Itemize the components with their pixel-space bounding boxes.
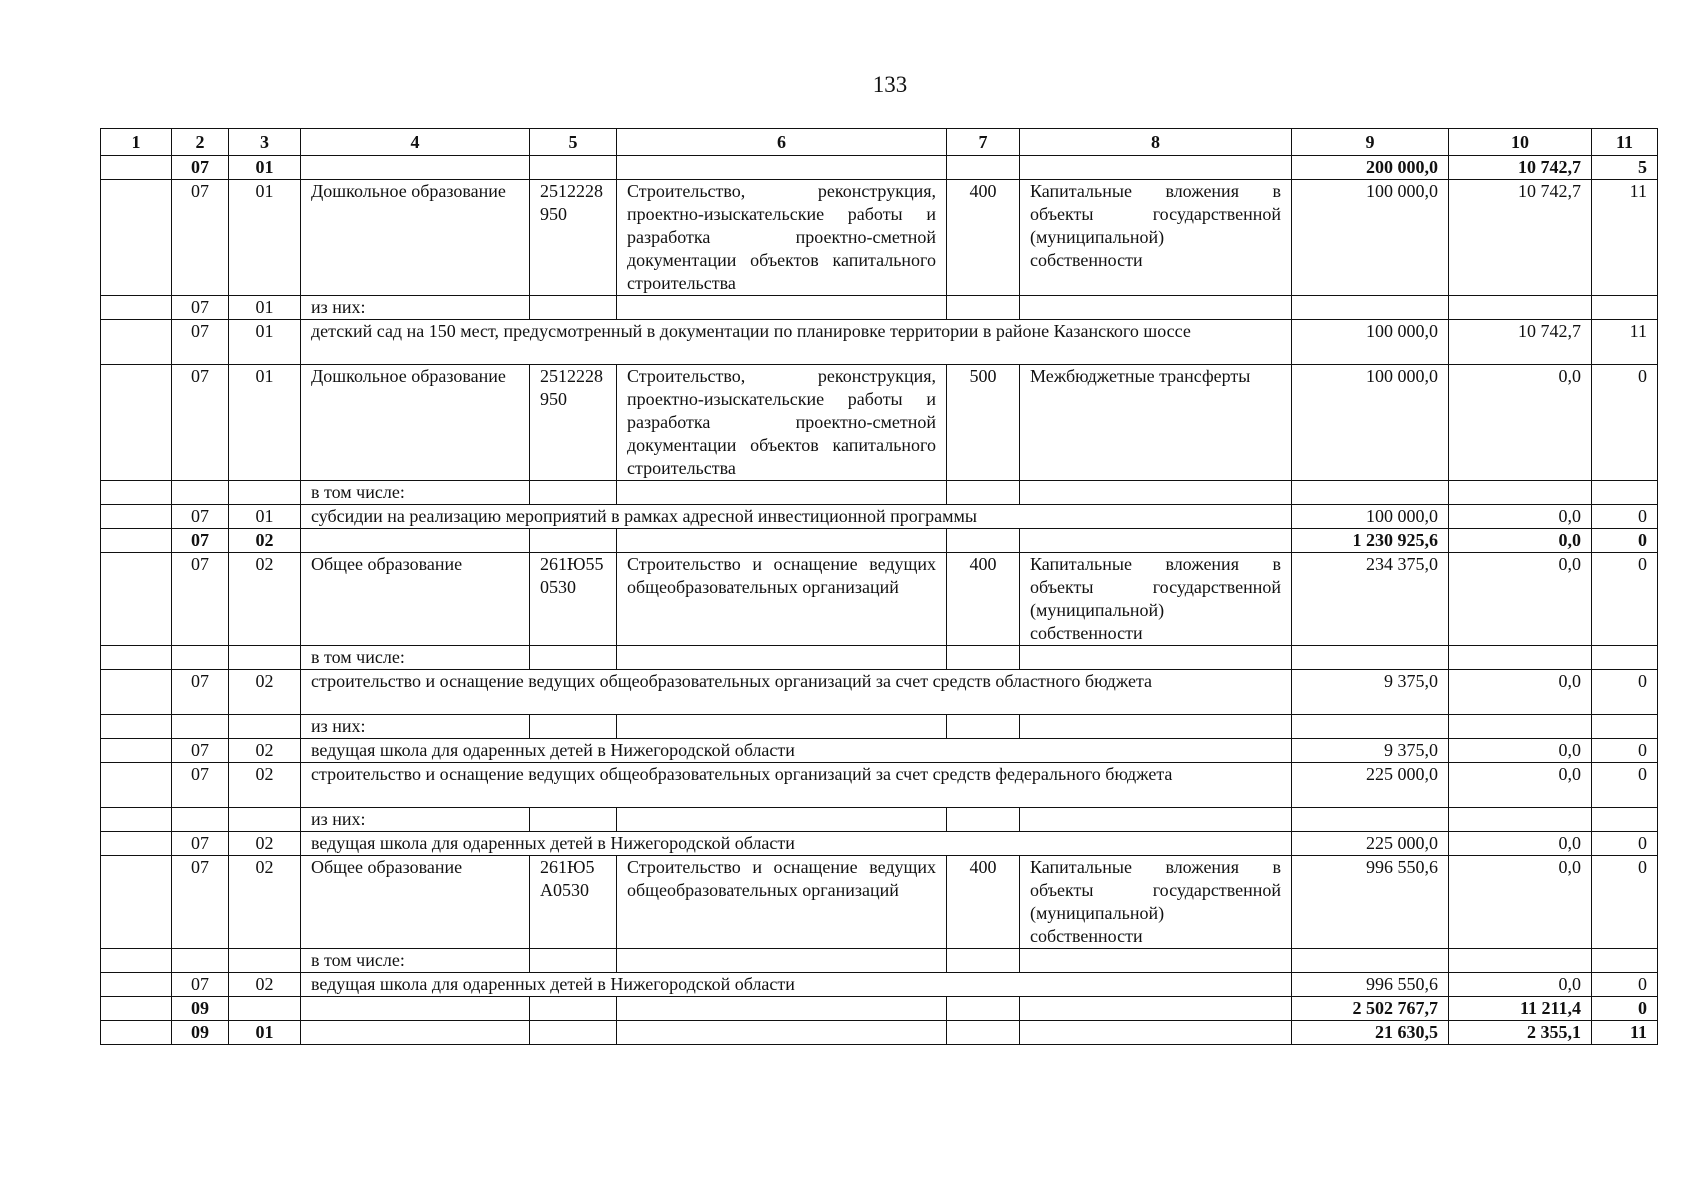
cell-executed xyxy=(1449,646,1592,670)
cell-section: 07 xyxy=(172,529,229,553)
cell-executed xyxy=(1449,296,1592,320)
cell-percent: 0 xyxy=(1592,529,1658,553)
cell-section xyxy=(172,481,229,505)
cell-col1 xyxy=(101,832,172,856)
cell-expense-type xyxy=(947,949,1020,973)
cell-target-code xyxy=(530,481,617,505)
cell-section: 07 xyxy=(172,553,229,646)
cell-section: 07 xyxy=(172,670,229,715)
cell-expense-name xyxy=(1020,808,1292,832)
cell-col1 xyxy=(101,505,172,529)
cell-expense-type xyxy=(947,1021,1020,1045)
cell-percent: 0 xyxy=(1592,973,1658,997)
cell-name: в том числе: xyxy=(301,481,530,505)
cell-name: Общее образование xyxy=(301,553,530,646)
cell-target-code: 261Ю5А0530 xyxy=(530,856,617,949)
cell-section xyxy=(172,646,229,670)
cell-col1 xyxy=(101,180,172,296)
cell-percent: 0 xyxy=(1592,763,1658,808)
cell-col1 xyxy=(101,320,172,365)
cell-section: 07 xyxy=(172,973,229,997)
cell-description: строительство и оснащение ведущих общеобразовательных организаций за счет средств областного бюджета xyxy=(301,670,1292,715)
cell-amount xyxy=(1292,715,1449,739)
table-row xyxy=(101,553,1658,646)
cell-expense-type: 400 xyxy=(947,856,1020,949)
cell-executed xyxy=(1449,808,1592,832)
cell-target-code xyxy=(530,808,617,832)
cell-col1 xyxy=(101,949,172,973)
cell-subsection: 01 xyxy=(229,180,301,296)
col-header: 7 xyxy=(947,129,1020,156)
cell-executed: 0,0 xyxy=(1449,973,1592,997)
col-header: 4 xyxy=(301,129,530,156)
table-row xyxy=(101,973,1658,997)
cell-col1 xyxy=(101,529,172,553)
col-header: 6 xyxy=(617,129,947,156)
cell-col1 xyxy=(101,670,172,715)
cell-description: детский сад на 150 мест, предусмотренный в документации по планировке территории в районе Казанского шоссе xyxy=(301,320,1292,365)
cell-target-code: 261Ю550530 xyxy=(530,553,617,646)
cell-program xyxy=(617,808,947,832)
cell-subsection: 01 xyxy=(229,156,301,180)
table-row xyxy=(101,763,1658,808)
cell-description: ведущая школа для одаренных детей в Нижегородской области xyxy=(301,973,1292,997)
cell-subsection: 02 xyxy=(229,973,301,997)
cell-percent: 0 xyxy=(1592,739,1658,763)
cell-expense-type: 400 xyxy=(947,553,1020,646)
cell-percent: 11 xyxy=(1592,1021,1658,1045)
cell-col1 xyxy=(101,156,172,180)
cell-amount xyxy=(1292,646,1449,670)
cell-subsection: 01 xyxy=(229,320,301,365)
budget-table xyxy=(100,128,1658,1045)
cell-program xyxy=(617,1021,947,1045)
cell-amount: 996 550,6 xyxy=(1292,973,1449,997)
table-row xyxy=(101,481,1658,505)
cell-expense-name: Капитальные вложения в объекты государственной (муниципальной) собственности xyxy=(1020,553,1292,646)
table-row xyxy=(101,296,1658,320)
cell-percent xyxy=(1592,481,1658,505)
cell-expense-name xyxy=(1020,1021,1292,1045)
cell-program xyxy=(617,646,947,670)
cell-section xyxy=(172,949,229,973)
cell-expense-name xyxy=(1020,646,1292,670)
col-header: 3 xyxy=(229,129,301,156)
cell-subsection xyxy=(229,481,301,505)
cell-target-code xyxy=(530,296,617,320)
cell-description: строительство и оснащение ведущих общеобразовательных организаций за счет средств федерального бюджета xyxy=(301,763,1292,808)
cell-program xyxy=(617,949,947,973)
cell-amount: 21 630,5 xyxy=(1292,1021,1449,1045)
cell-subsection xyxy=(229,997,301,1021)
cell-col1 xyxy=(101,553,172,646)
cell-subsection: 01 xyxy=(229,296,301,320)
cell-subsection: 01 xyxy=(229,365,301,481)
cell-section: 07 xyxy=(172,320,229,365)
cell-name xyxy=(301,529,530,553)
cell-amount: 996 550,6 xyxy=(1292,856,1449,949)
cell-section xyxy=(172,715,229,739)
cell-subsection xyxy=(229,808,301,832)
cell-subsection xyxy=(229,949,301,973)
cell-percent: 0 xyxy=(1592,670,1658,715)
cell-name: Общее образование xyxy=(301,856,530,949)
cell-amount: 100 000,0 xyxy=(1292,320,1449,365)
cell-percent: 0 xyxy=(1592,553,1658,646)
cell-target-code xyxy=(530,997,617,1021)
cell-expense-name: Межбюджетные трансферты xyxy=(1020,365,1292,481)
cell-description: ведущая школа для одаренных детей в Нижегородской области xyxy=(301,832,1292,856)
cell-target-code xyxy=(530,949,617,973)
cell-expense-type: 400 xyxy=(947,180,1020,296)
cell-subsection: 01 xyxy=(229,1021,301,1045)
cell-percent: 0 xyxy=(1592,997,1658,1021)
cell-amount: 2 502 767,7 xyxy=(1292,997,1449,1021)
cell-section: 07 xyxy=(172,832,229,856)
cell-executed: 0,0 xyxy=(1449,763,1592,808)
col-header: 8 xyxy=(1020,129,1292,156)
cell-expense-name xyxy=(1020,296,1292,320)
table-row xyxy=(101,856,1658,949)
cell-name xyxy=(301,1021,530,1045)
cell-executed: 0,0 xyxy=(1449,529,1592,553)
table-row xyxy=(101,808,1658,832)
cell-executed: 0,0 xyxy=(1449,505,1592,529)
cell-executed: 0,0 xyxy=(1449,832,1592,856)
cell-name: Дошкольное образование xyxy=(301,180,530,296)
col-header: 11 xyxy=(1592,129,1658,156)
cell-section: 07 xyxy=(172,296,229,320)
cell-name: в том числе: xyxy=(301,949,530,973)
table-row xyxy=(101,1021,1658,1045)
cell-percent: 5 xyxy=(1592,156,1658,180)
cell-percent xyxy=(1592,808,1658,832)
cell-name xyxy=(301,156,530,180)
cell-section: 07 xyxy=(172,505,229,529)
table-row xyxy=(101,715,1658,739)
cell-expense-type xyxy=(947,481,1020,505)
cell-program xyxy=(617,715,947,739)
cell-target-code xyxy=(530,715,617,739)
cell-col1 xyxy=(101,973,172,997)
cell-program: Строительство и оснащение ведущих общеобразовательных организаций xyxy=(617,553,947,646)
cell-expense-type: 500 xyxy=(947,365,1020,481)
col-header: 10 xyxy=(1449,129,1592,156)
page-number: 133 xyxy=(872,72,908,97)
cell-target-code xyxy=(530,156,617,180)
cell-expense-type xyxy=(947,808,1020,832)
cell-executed: 10 742,7 xyxy=(1449,320,1592,365)
table-row xyxy=(101,505,1658,529)
cell-expense-name xyxy=(1020,481,1292,505)
cell-expense-type xyxy=(947,156,1020,180)
cell-section: 09 xyxy=(172,997,229,1021)
cell-subsection: 02 xyxy=(229,529,301,553)
table-row xyxy=(101,529,1658,553)
cell-section: 07 xyxy=(172,739,229,763)
cell-expense-type xyxy=(947,296,1020,320)
cell-target-code xyxy=(530,1021,617,1045)
cell-subsection: 02 xyxy=(229,856,301,949)
cell-amount: 9 375,0 xyxy=(1292,670,1449,715)
cell-amount xyxy=(1292,808,1449,832)
cell-amount: 225 000,0 xyxy=(1292,832,1449,856)
table-row xyxy=(101,320,1658,365)
cell-executed: 0,0 xyxy=(1449,670,1592,715)
cell-program xyxy=(617,529,947,553)
table-row xyxy=(101,365,1658,481)
cell-expense-name: Капитальные вложения в объекты государственной (муниципальной) собственности xyxy=(1020,856,1292,949)
cell-col1 xyxy=(101,856,172,949)
cell-col1 xyxy=(101,715,172,739)
cell-col1 xyxy=(101,481,172,505)
cell-percent: 0 xyxy=(1592,365,1658,481)
cell-name: из них: xyxy=(301,715,530,739)
cell-section: 07 xyxy=(172,156,229,180)
cell-col1 xyxy=(101,997,172,1021)
cell-section: 09 xyxy=(172,1021,229,1045)
cell-amount: 100 000,0 xyxy=(1292,180,1449,296)
cell-executed: 0,0 xyxy=(1449,856,1592,949)
cell-program: Строительство, реконструкция, проектно-изыскательские работы и разработка проектно-сметной документации объектов капитального строительства xyxy=(617,365,947,481)
cell-percent xyxy=(1592,715,1658,739)
cell-target-code: 2512228950 xyxy=(530,180,617,296)
cell-program: Строительство, реконструкция, проектно-изыскательские работы и разработка проектно-сметной документации объектов капитального строительства xyxy=(617,180,947,296)
cell-description: субсидии на реализацию мероприятий в рамках адресной инвестиционной программы xyxy=(301,505,1292,529)
cell-amount: 225 000,0 xyxy=(1292,763,1449,808)
cell-expense-name xyxy=(1020,997,1292,1021)
cell-col1 xyxy=(101,808,172,832)
table-row xyxy=(101,156,1658,180)
cell-name xyxy=(301,997,530,1021)
cell-expense-name: Капитальные вложения в объекты государственной (муниципальной) собственности xyxy=(1020,180,1292,296)
cell-col1 xyxy=(101,763,172,808)
cell-expense-type xyxy=(947,997,1020,1021)
col-header: 1 xyxy=(101,129,172,156)
cell-col1 xyxy=(101,739,172,763)
table-row xyxy=(101,949,1658,973)
cell-program xyxy=(617,481,947,505)
col-header: 2 xyxy=(172,129,229,156)
cell-section: 07 xyxy=(172,365,229,481)
cell-amount: 9 375,0 xyxy=(1292,739,1449,763)
cell-amount: 100 000,0 xyxy=(1292,505,1449,529)
cell-amount: 1 230 925,6 xyxy=(1292,529,1449,553)
cell-expense-type xyxy=(947,715,1020,739)
cell-percent xyxy=(1592,949,1658,973)
table-row xyxy=(101,670,1658,715)
cell-executed xyxy=(1449,949,1592,973)
cell-percent: 0 xyxy=(1592,856,1658,949)
cell-name: Дошкольное образование xyxy=(301,365,530,481)
cell-expense-type xyxy=(947,529,1020,553)
cell-executed: 0,0 xyxy=(1449,739,1592,763)
cell-target-code xyxy=(530,529,617,553)
cell-percent: 11 xyxy=(1592,320,1658,365)
cell-name: из них: xyxy=(301,296,530,320)
cell-col1 xyxy=(101,646,172,670)
cell-expense-name xyxy=(1020,715,1292,739)
cell-percent: 11 xyxy=(1592,180,1658,296)
col-header: 9 xyxy=(1292,129,1449,156)
cell-section xyxy=(172,808,229,832)
table-row xyxy=(101,180,1658,296)
cell-executed: 11 211,4 xyxy=(1449,997,1592,1021)
cell-executed: 0,0 xyxy=(1449,553,1592,646)
table-row xyxy=(101,832,1658,856)
cell-col1 xyxy=(101,1021,172,1045)
cell-expense-name xyxy=(1020,156,1292,180)
cell-subsection: 02 xyxy=(229,670,301,715)
cell-amount: 200 000,0 xyxy=(1292,156,1449,180)
cell-subsection: 02 xyxy=(229,832,301,856)
cell-name: из них: xyxy=(301,808,530,832)
cell-section: 07 xyxy=(172,763,229,808)
cell-subsection xyxy=(229,715,301,739)
cell-executed: 0,0 xyxy=(1449,365,1592,481)
cell-percent: 0 xyxy=(1592,505,1658,529)
cell-amount xyxy=(1292,481,1449,505)
cell-description: ведущая школа для одаренных детей в Нижегородской области xyxy=(301,739,1292,763)
header-row xyxy=(101,129,1658,156)
cell-amount: 100 000,0 xyxy=(1292,365,1449,481)
cell-target-code: 2512228950 xyxy=(530,365,617,481)
cell-program xyxy=(617,156,947,180)
cell-executed: 10 742,7 xyxy=(1449,180,1592,296)
col-header: 5 xyxy=(530,129,617,156)
cell-expense-name xyxy=(1020,529,1292,553)
table-row xyxy=(101,646,1658,670)
cell-percent xyxy=(1592,646,1658,670)
cell-percent xyxy=(1592,296,1658,320)
cell-expense-name xyxy=(1020,949,1292,973)
table-row xyxy=(101,739,1658,763)
cell-target-code xyxy=(530,646,617,670)
cell-program xyxy=(617,997,947,1021)
cell-executed: 2 355,1 xyxy=(1449,1021,1592,1045)
cell-executed xyxy=(1449,481,1592,505)
cell-section: 07 xyxy=(172,180,229,296)
table-row xyxy=(101,997,1658,1021)
cell-program xyxy=(617,296,947,320)
cell-percent: 0 xyxy=(1592,832,1658,856)
cell-program: Строительство и оснащение ведущих общеобразовательных организаций xyxy=(617,856,947,949)
cell-amount: 234 375,0 xyxy=(1292,553,1449,646)
cell-executed: 10 742,7 xyxy=(1449,156,1592,180)
cell-name: в том числе: xyxy=(301,646,530,670)
cell-subsection xyxy=(229,646,301,670)
cell-subsection: 02 xyxy=(229,553,301,646)
cell-amount xyxy=(1292,949,1449,973)
cell-col1 xyxy=(101,365,172,481)
cell-executed xyxy=(1449,715,1592,739)
cell-section: 07 xyxy=(172,856,229,949)
cell-col1 xyxy=(101,296,172,320)
cell-subsection: 02 xyxy=(229,763,301,808)
cell-amount xyxy=(1292,296,1449,320)
cell-subsection: 01 xyxy=(229,505,301,529)
cell-subsection: 02 xyxy=(229,739,301,763)
cell-expense-type xyxy=(947,646,1020,670)
